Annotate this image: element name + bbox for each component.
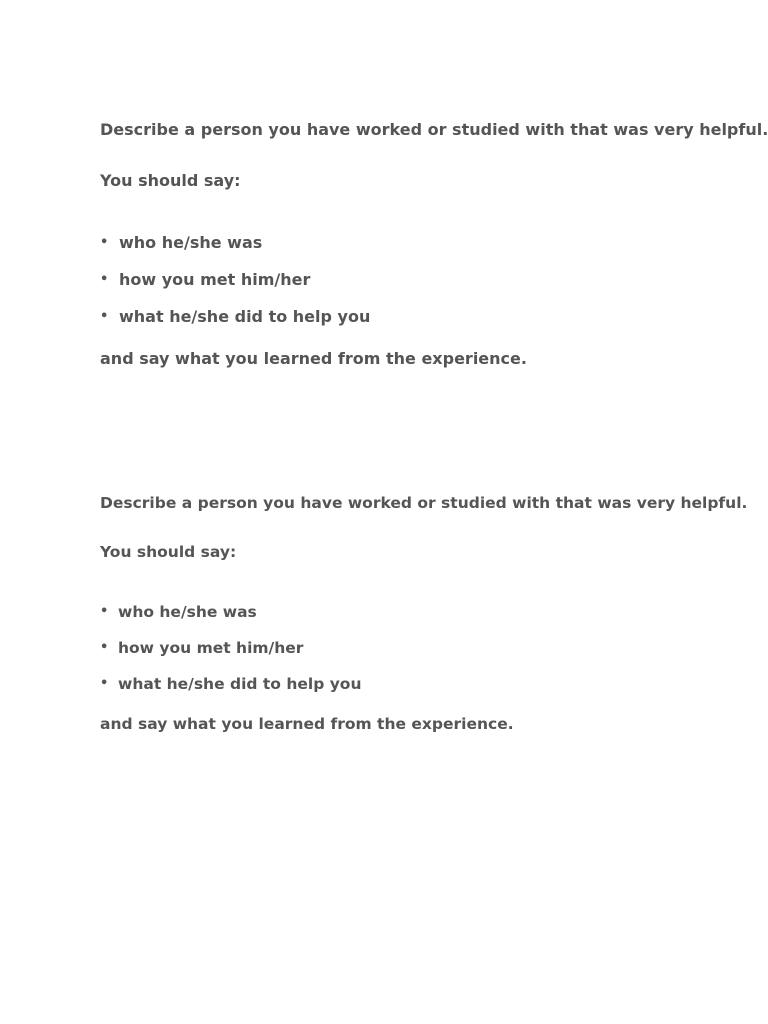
cue-card-prompt: You should say: xyxy=(100,171,241,190)
list-item xyxy=(100,268,768,305)
list-item-text: how you met him/her xyxy=(119,270,311,289)
bullet-icon: • xyxy=(100,640,109,655)
list-item-text: who he/she was xyxy=(119,233,263,252)
cue-card-question: Describe a person you have worked or studied with that was very helpful. xyxy=(100,494,748,512)
cue-card-2 xyxy=(100,491,747,736)
list-item xyxy=(100,636,747,672)
list-item-text: how you met him/her xyxy=(118,639,304,657)
bullet-icon: • xyxy=(100,676,109,691)
cue-card-closing: and say what you learned from the experience. xyxy=(100,715,514,733)
list-item xyxy=(100,672,747,708)
list-item xyxy=(100,305,768,342)
bullet-icon: • xyxy=(100,309,109,324)
cue-card-prompt: You should say: xyxy=(100,543,237,561)
bullet-icon: • xyxy=(100,604,109,619)
list-item-text: who he/she was xyxy=(118,603,257,621)
cue-card-question: Describe a person you have worked or studied with that was very helpful. xyxy=(100,120,768,139)
list-item xyxy=(100,600,747,636)
cue-card-bullet-list xyxy=(100,600,747,708)
list-item-text: what he/she did to help you xyxy=(119,307,371,326)
bullet-icon: • xyxy=(100,235,109,250)
cue-card-closing: and say what you learned from the experience. xyxy=(100,349,527,368)
bullet-icon: • xyxy=(100,272,109,287)
cue-card-bullet-list xyxy=(100,231,768,342)
list-item-text: what he/she did to help you xyxy=(118,675,362,693)
list-item xyxy=(100,231,768,268)
cue-card-1 xyxy=(100,118,768,371)
